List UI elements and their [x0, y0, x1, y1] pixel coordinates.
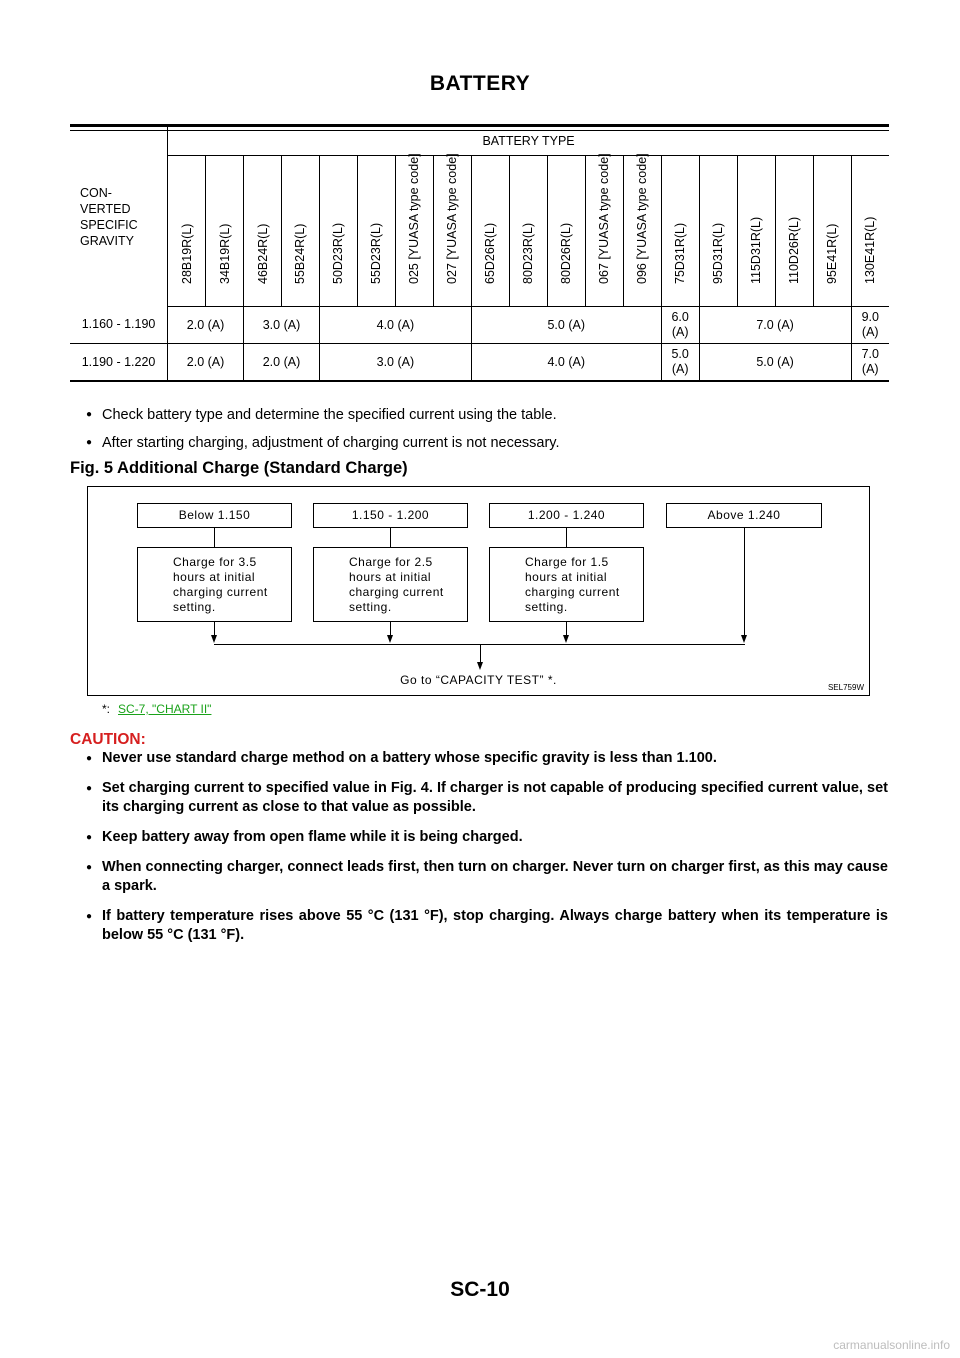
current-cell: 5.0 (A) [471, 307, 661, 344]
instruction-item: ● After starting charging, adjustment of charging current is not necessary. [86, 434, 896, 452]
table-row [70, 307, 889, 344]
arrow-down-icon [477, 662, 483, 670]
level-box-low: 1.150 - 1.200 [313, 503, 468, 528]
col-header: 75D31R(L) [661, 156, 699, 307]
current-cell: 4.0 (A) [471, 344, 661, 382]
current-cell: 2.0 (A) [244, 344, 320, 382]
instruction-list [86, 406, 896, 462]
col-header: 80D23R(L) [509, 156, 547, 307]
arrow-down-icon [211, 635, 217, 643]
col-header: 50D23R(L) [319, 156, 357, 307]
col-header: 65D26R(L) [471, 156, 509, 307]
col-header: 027 [YUASA type code] [433, 156, 471, 307]
caution-item: ● Never use standard charge method on a battery whose specific gravity is less than 1.100. [86, 749, 888, 768]
battery-type-header: BATTERY TYPE [168, 126, 889, 156]
col-header: 110D26R(L) [775, 156, 813, 307]
current-cell: 7.0 (A) [851, 344, 889, 382]
level-box-below: Below 1.150 [137, 503, 292, 528]
level-box-mid: 1.200 - 1.240 [489, 503, 644, 528]
specific-gravity-cell: 1.190 - 1.220 [81, 354, 156, 369]
arrow-down-icon [387, 635, 393, 643]
col-header: 34B19R(L) [206, 156, 244, 307]
battery-charging-current-table [70, 124, 889, 382]
connector [214, 622, 215, 636]
current-cell: 2.0 (A) [168, 344, 244, 382]
connector [566, 528, 567, 547]
col-header: 95E41R(L) [813, 156, 851, 307]
connector [566, 622, 567, 636]
col-header: 80D26R(L) [547, 156, 585, 307]
action-box-2-5h: Charge for 2.5 hours at initial charging current setting. [313, 547, 468, 622]
col-header: 95D31R(L) [699, 156, 737, 307]
action-box-3-5h: Charge for 3.5 hours at initial charging current setting. [137, 547, 292, 622]
table-row [70, 344, 889, 382]
current-cell: 5.0 (A) [661, 344, 699, 382]
level-box-above: Above 1.240 [666, 503, 822, 528]
current-cell: 3.0 (A) [319, 344, 471, 382]
col-header: 46B24R(L) [244, 156, 282, 307]
current-cell: 7.0 (A) [699, 307, 851, 344]
page-title: BATTERY [429, 72, 531, 95]
footnote-marker: *: [102, 702, 111, 716]
current-cell: 5.0 (A) [699, 344, 851, 382]
figure-title: Fig. 5 Additional Charge (Standard Charge) [70, 459, 408, 477]
current-cell: 9.0 (A) [851, 307, 889, 344]
caution-title: CAUTION: [70, 731, 146, 748]
current-cell: 6.0 (A) [661, 307, 699, 344]
caution-item: ● Set charging current to specified value in Fig. 4. If charger is not capable of producing specified current value, set its charging current as close to that value as possible. [86, 779, 888, 817]
instruction-item: ● Check battery type and determine the specified current using the table. [86, 406, 896, 424]
col-header: 28B19R(L) [168, 156, 206, 307]
col-header: 130E41R(L) [851, 156, 889, 307]
current-cell: 2.0 (A) [168, 307, 244, 344]
col-header: 096 [YUASA type code] [623, 156, 661, 307]
watermark: carmanualsonline.info [833, 1338, 950, 1352]
caution-item: ● When connecting charger, connect leads first, then turn on charger. Never turn on charger first, as this may cause a spark. [86, 858, 888, 896]
specific-gravity-cell: 1.160 - 1.190 [70, 307, 168, 344]
table-corner-label: CON- VERTED SPECIFIC GRAVITY [80, 185, 138, 248]
col-header: 55D23R(L) [357, 156, 395, 307]
charge-flowchart [87, 486, 870, 696]
footnote [102, 702, 211, 716]
figure-code: SEL759W [827, 683, 864, 692]
col-header: 025 [YUASA type code] [395, 156, 433, 307]
connector [480, 644, 481, 663]
arrow-down-icon [563, 635, 569, 643]
current-cell: 4.0 (A) [319, 307, 471, 344]
action-box-1-5h: Charge for 1.5 hours at initial charging current setting. [489, 547, 644, 622]
connector [390, 528, 391, 547]
caution-item: ● Keep battery away from open flame while it is being charged. [86, 828, 888, 847]
connector [390, 622, 391, 636]
goto-capacity-test: Go to “CAPACITY TEST” *. [400, 673, 557, 687]
page-number: SC-10 [450, 1278, 510, 1301]
col-header: 55B24R(L) [281, 156, 319, 307]
caution-item: ● If battery temperature rises above 55 °C (131 °F), stop charging. Always charge battery when its temperature is below 55 °C (131 °F). [86, 907, 888, 945]
connector [214, 528, 215, 547]
col-header: 115D31R(L) [737, 156, 775, 307]
connector [744, 528, 745, 636]
current-cell: 3.0 (A) [244, 307, 320, 344]
col-header: 067 [YUASA type code] [585, 156, 623, 307]
caution-list [86, 749, 888, 956]
arrow-down-icon [741, 635, 747, 643]
chart-ii-link[interactable]: SC-7, "CHART II" [118, 702, 212, 716]
